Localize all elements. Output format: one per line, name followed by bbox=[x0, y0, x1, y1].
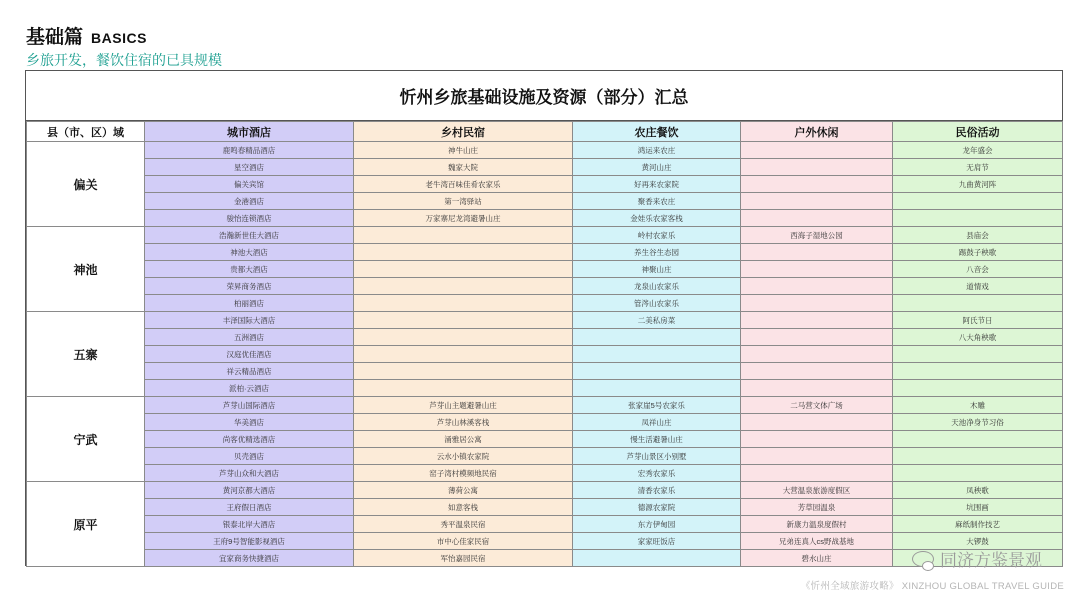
hotel-cell: 丰泽国际大酒店 bbox=[145, 312, 354, 329]
homestay-cell bbox=[354, 380, 573, 397]
table-row bbox=[27, 516, 1063, 533]
folk-cell: 八音会 bbox=[893, 261, 1063, 278]
homestay-cell: 军怡嘉园民宿 bbox=[354, 550, 573, 567]
footer-caption: 《忻州全域旅游攻略》 XINZHOU GLOBAL TRAVEL GUIDE bbox=[800, 581, 1064, 592]
outdoor-cell: 二马营文体广场 bbox=[741, 397, 893, 414]
farm-dining-cell: 慢生活避暑山庄 bbox=[573, 431, 741, 448]
farm-dining-cell: 鸿运来农庄 bbox=[573, 142, 741, 159]
wechat-icon bbox=[912, 551, 934, 567]
homestay-cell bbox=[354, 278, 573, 295]
folk-cell bbox=[893, 465, 1063, 482]
folk-cell bbox=[893, 363, 1063, 380]
folk-cell bbox=[893, 448, 1063, 465]
col-header-farm-dining: 农庄餐饮 bbox=[573, 122, 741, 142]
watermark-text: 同济方鉴景观 bbox=[940, 551, 1042, 570]
farm-dining-cell: 养生谷生态园 bbox=[573, 244, 741, 261]
homestay-cell: 如意客栈 bbox=[354, 499, 573, 516]
outdoor-cell bbox=[741, 295, 893, 312]
outdoor-cell bbox=[741, 329, 893, 346]
outdoor-cell bbox=[741, 465, 893, 482]
outdoor-cell bbox=[741, 142, 893, 159]
farm-dining-cell: 宏秀农家乐 bbox=[573, 465, 741, 482]
farm-dining-cell: 好再来农家院 bbox=[573, 176, 741, 193]
county-cell: 神池 bbox=[27, 227, 145, 312]
folk-cell: 凤秧歌 bbox=[893, 482, 1063, 499]
homestay-cell: 神牛山庄 bbox=[354, 142, 573, 159]
county-cell: 五寨 bbox=[27, 312, 145, 397]
homestay-cell bbox=[354, 312, 573, 329]
folk-cell: 道情戏 bbox=[893, 278, 1063, 295]
folk-cell: 无肩节 bbox=[893, 159, 1063, 176]
col-header-homestay: 乡村民宿 bbox=[354, 122, 573, 142]
hotel-cell: 鹿鸣春精品酒店 bbox=[145, 142, 354, 159]
hotel-cell: 偏关宾馆 bbox=[145, 176, 354, 193]
homestay-cell bbox=[354, 363, 573, 380]
hotel-cell: 宜家商务快捷酒店 bbox=[145, 550, 354, 567]
homestay-cell bbox=[354, 227, 573, 244]
page-title bbox=[26, 22, 147, 49]
table-row bbox=[27, 329, 1063, 346]
hotel-cell: 汉庭优佳酒店 bbox=[145, 346, 354, 363]
table-row bbox=[27, 261, 1063, 278]
table-row bbox=[27, 295, 1063, 312]
folk-cell: 阿氏节日 bbox=[893, 312, 1063, 329]
folk-cell bbox=[893, 295, 1063, 312]
page-subtitle: 乡旅开发，餐饮住宿的已具规模 bbox=[26, 52, 222, 68]
outdoor-cell bbox=[741, 159, 893, 176]
table-row bbox=[27, 176, 1063, 193]
table-row bbox=[27, 550, 1063, 567]
outdoor-cell bbox=[741, 193, 893, 210]
homestay-cell: 第一湾驿站 bbox=[354, 193, 573, 210]
hotel-cell: 浩瀚新世佳大酒店 bbox=[145, 227, 354, 244]
hotel-cell: 王府9号智能影视酒店 bbox=[145, 533, 354, 550]
folk-cell: 坑围画 bbox=[893, 499, 1063, 516]
farm-dining-cell: 东方伊甸园 bbox=[573, 516, 741, 533]
outdoor-cell bbox=[741, 312, 893, 329]
table-title: 忻州乡旅基础设施及资源（部分）汇总 bbox=[26, 71, 1062, 121]
folk-cell: 县庙会 bbox=[893, 227, 1063, 244]
homestay-cell: 芦芽山主题避暑山庄 bbox=[354, 397, 573, 414]
outdoor-cell: 新康力温泉度假村 bbox=[741, 516, 893, 533]
hotel-cell: 荣昇商务酒店 bbox=[145, 278, 354, 295]
folk-cell: 踢鼓子秧歌 bbox=[893, 244, 1063, 261]
table-row bbox=[27, 227, 1063, 244]
outdoor-cell: 碧水山庄 bbox=[741, 550, 893, 567]
resource-table bbox=[26, 121, 1063, 567]
table-row bbox=[27, 431, 1063, 448]
homestay-cell: 万家寨尼龙湾避暑山庄 bbox=[354, 210, 573, 227]
homestay-cell bbox=[354, 244, 573, 261]
folk-cell bbox=[893, 210, 1063, 227]
table-row bbox=[27, 363, 1063, 380]
outdoor-cell bbox=[741, 363, 893, 380]
outdoor-cell bbox=[741, 380, 893, 397]
farm-dining-cell: 德源农家院 bbox=[573, 499, 741, 516]
farm-dining-cell: 龙泉山农家乐 bbox=[573, 278, 741, 295]
table-row bbox=[27, 533, 1063, 550]
hotel-cell: 王府假日酒店 bbox=[145, 499, 354, 516]
col-header-outdoor: 户外休闲 bbox=[741, 122, 893, 142]
county-cell: 原平 bbox=[27, 482, 145, 567]
table-row bbox=[27, 414, 1063, 431]
table-row bbox=[27, 210, 1063, 227]
homestay-cell: 芦芽山林溪客栈 bbox=[354, 414, 573, 431]
table-row bbox=[27, 278, 1063, 295]
farm-dining-cell: 神聚山庄 bbox=[573, 261, 741, 278]
folk-cell bbox=[893, 380, 1063, 397]
farm-dining-cell: 清香农家乐 bbox=[573, 482, 741, 499]
farm-dining-cell: 二美私房菜 bbox=[573, 312, 741, 329]
farm-dining-cell: 管涔山农家乐 bbox=[573, 295, 741, 312]
outdoor-cell: 西海子湿地公园 bbox=[741, 227, 893, 244]
homestay-cell bbox=[354, 329, 573, 346]
hotel-cell: 派柏·云酒店 bbox=[145, 380, 354, 397]
page-title-cn: 基础篇 bbox=[26, 27, 84, 48]
homestay-cell: 涌雅居公寓 bbox=[354, 431, 573, 448]
hotel-cell: 星空酒店 bbox=[145, 159, 354, 176]
outdoor-cell: 兄弟连真人cs野战基地 bbox=[741, 533, 893, 550]
table-row bbox=[27, 380, 1063, 397]
table-header-row bbox=[27, 122, 1063, 142]
homestay-cell: 市中心佳家民宿 bbox=[354, 533, 573, 550]
outdoor-cell bbox=[741, 414, 893, 431]
folk-cell bbox=[893, 346, 1063, 363]
summary-table-frame bbox=[25, 70, 1063, 566]
table-row bbox=[27, 448, 1063, 465]
farm-dining-cell bbox=[573, 380, 741, 397]
hotel-cell: 柏丽酒店 bbox=[145, 295, 354, 312]
outdoor-cell bbox=[741, 448, 893, 465]
outdoor-cell bbox=[741, 210, 893, 227]
folk-cell: 木雕 bbox=[893, 397, 1063, 414]
homestay-cell bbox=[354, 261, 573, 278]
homestay-cell: 窑子湾村模频地民宿 bbox=[354, 465, 573, 482]
hotel-cell: 贝壳酒店 bbox=[145, 448, 354, 465]
outdoor-cell bbox=[741, 261, 893, 278]
farm-dining-cell: 凤祥山庄 bbox=[573, 414, 741, 431]
hotel-cell: 华美酒店 bbox=[145, 414, 354, 431]
watermark bbox=[912, 546, 1042, 571]
folk-cell bbox=[893, 193, 1063, 210]
folk-cell: 九曲黄河阵 bbox=[893, 176, 1063, 193]
outdoor-cell bbox=[741, 176, 893, 193]
homestay-cell bbox=[354, 295, 573, 312]
table-row bbox=[27, 193, 1063, 210]
outdoor-cell bbox=[741, 244, 893, 261]
hotel-cell: 骏怡连锁酒店 bbox=[145, 210, 354, 227]
table-row bbox=[27, 159, 1063, 176]
folk-cell: 八大角秧歌 bbox=[893, 329, 1063, 346]
farm-dining-cell bbox=[573, 550, 741, 567]
hotel-cell: 黄河京都大酒店 bbox=[145, 482, 354, 499]
folk-cell: 大锣鼓 bbox=[893, 533, 1063, 550]
farm-dining-cell: 金娃乐农家客栈 bbox=[573, 210, 741, 227]
folk-cell: 麻纸制作技艺 bbox=[893, 516, 1063, 533]
outdoor-cell: 大营温泉旅游度假区 bbox=[741, 482, 893, 499]
outdoor-cell bbox=[741, 431, 893, 448]
homestay-cell: 秀平温泉民宿 bbox=[354, 516, 573, 533]
table-row bbox=[27, 397, 1063, 414]
county-cell: 宁武 bbox=[27, 397, 145, 482]
outdoor-cell bbox=[741, 278, 893, 295]
farm-dining-cell bbox=[573, 329, 741, 346]
farm-dining-cell: 芦芽山景区小别墅 bbox=[573, 448, 741, 465]
col-header-county: 县（市、区）域 bbox=[27, 122, 145, 142]
hotel-cell: 芦芽山国际酒店 bbox=[145, 397, 354, 414]
table-row bbox=[27, 482, 1063, 499]
table-row bbox=[27, 465, 1063, 482]
hotel-cell: 贵都大酒店 bbox=[145, 261, 354, 278]
farm-dining-cell: 黄河山庄 bbox=[573, 159, 741, 176]
hotel-cell: 尚客优精选酒店 bbox=[145, 431, 354, 448]
table-row bbox=[27, 244, 1063, 261]
farm-dining-cell bbox=[573, 346, 741, 363]
folk-cell: 龙年盛会 bbox=[893, 142, 1063, 159]
homestay-cell: 老牛湾百味佳肴农家乐 bbox=[354, 176, 573, 193]
hotel-cell: 五洲酒店 bbox=[145, 329, 354, 346]
col-header-hotel: 城市酒店 bbox=[145, 122, 354, 142]
farm-dining-cell: 家家旺饭店 bbox=[573, 533, 741, 550]
table-row bbox=[27, 346, 1063, 363]
col-header-folk: 民俗活动 bbox=[893, 122, 1063, 142]
hotel-cell: 祥云精品酒店 bbox=[145, 363, 354, 380]
hotel-cell: 银泰北岸大酒店 bbox=[145, 516, 354, 533]
page-title-en: BASICS bbox=[91, 30, 147, 46]
county-cell: 偏关 bbox=[27, 142, 145, 227]
homestay-cell: 魏家大院 bbox=[354, 159, 573, 176]
folk-cell: 天池净身节习俗 bbox=[893, 414, 1063, 431]
farm-dining-cell: 岭村农家乐 bbox=[573, 227, 741, 244]
hotel-cell: 芦芽山众和大酒店 bbox=[145, 465, 354, 482]
hotel-cell: 神池大酒店 bbox=[145, 244, 354, 261]
farm-dining-cell bbox=[573, 363, 741, 380]
outdoor-cell bbox=[741, 346, 893, 363]
homestay-cell: 云水小镇农家院 bbox=[354, 448, 573, 465]
hotel-cell: 金港酒店 bbox=[145, 193, 354, 210]
homestay-cell: 薄荷公寓 bbox=[354, 482, 573, 499]
table-row bbox=[27, 312, 1063, 329]
farm-dining-cell: 张家崖5号农家乐 bbox=[573, 397, 741, 414]
farm-dining-cell: 聚香来农庄 bbox=[573, 193, 741, 210]
folk-cell bbox=[893, 431, 1063, 448]
outdoor-cell: 芳草园温泉 bbox=[741, 499, 893, 516]
table-row bbox=[27, 142, 1063, 159]
homestay-cell bbox=[354, 346, 573, 363]
table-row bbox=[27, 499, 1063, 516]
